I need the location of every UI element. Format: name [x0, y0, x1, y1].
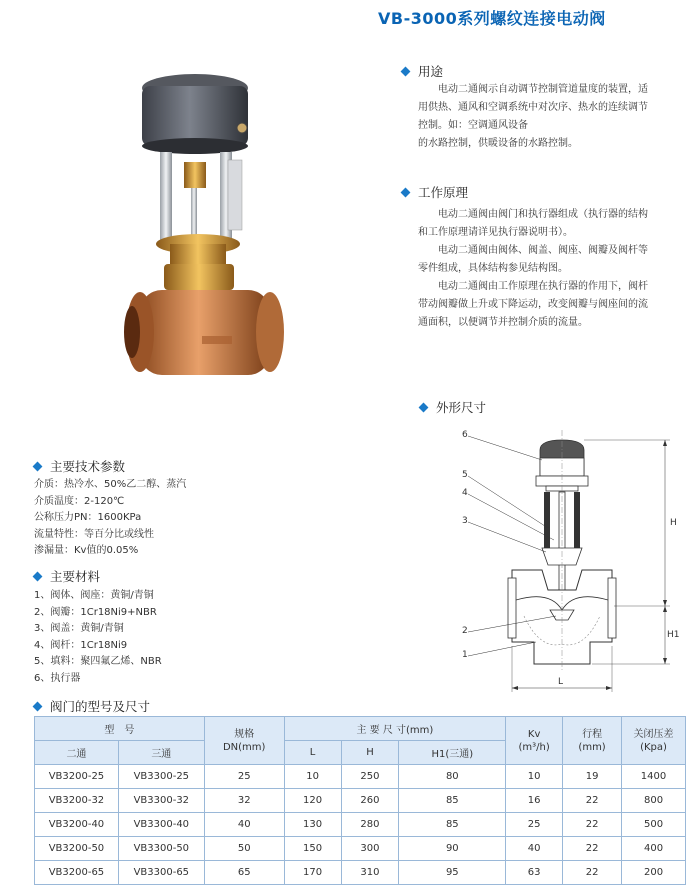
usage-line: 的水路控制，供暖设备的水路控制。: [418, 138, 578, 149]
tech-heading: [34, 457, 125, 475]
cell-l: 10: [284, 765, 341, 789]
diamond-bullet-icon: [33, 702, 43, 712]
cell-three-way: VB3300-32: [118, 789, 204, 813]
model-size-table: [34, 716, 686, 885]
usage-line: 用供热、通风和空调系统中对次序、热水的连续调节: [418, 102, 648, 113]
diamond-bullet-icon: [419, 403, 429, 413]
table-row: [35, 765, 686, 789]
cell-dn: 25: [204, 765, 284, 789]
materials-heading-text: 主要材料: [50, 569, 101, 584]
cell-h1: 90: [399, 837, 506, 861]
dim-h-label: H: [670, 518, 677, 528]
cell-stroke: 22: [563, 837, 622, 861]
principle-heading-text: 工作原理: [418, 185, 469, 200]
cell-h: 250: [341, 765, 399, 789]
cell-l: 120: [284, 789, 341, 813]
cell-h: 260: [341, 789, 399, 813]
materials-list: [34, 588, 314, 687]
materials-heading: [34, 567, 100, 585]
cell-h1: 80: [399, 765, 506, 789]
cell-two-way: VB3200-65: [35, 861, 119, 885]
cell-dn: 50: [204, 837, 284, 861]
table-header-row: [35, 717, 686, 741]
material-line: 3、阀盖：黄铜/青铜: [34, 623, 124, 634]
diamond-bullet-icon: [401, 188, 411, 198]
dimension-drawing: [430, 420, 685, 705]
header-model: 型 号: [35, 717, 205, 741]
usage-text: [418, 81, 688, 153]
diamond-bullet-icon: [33, 572, 43, 582]
part-label-4: 4: [462, 488, 468, 498]
tech-line: 渗漏量：Kv值的0.05%: [34, 545, 139, 556]
cell-two-way: VB3200-32: [35, 789, 119, 813]
principle-heading: [402, 183, 468, 201]
cell-h1: 85: [399, 789, 506, 813]
cell-kv: 25: [506, 813, 563, 837]
usage-heading-text: 用途: [418, 64, 444, 79]
part-label-1: 1: [462, 650, 468, 660]
cell-kv: 40: [506, 837, 563, 861]
header-two-way: 二通: [35, 741, 119, 765]
dimensions-heading: [420, 398, 486, 416]
header-kv: Kv (m³/h): [506, 717, 563, 765]
table-row: [35, 861, 686, 885]
cell-pressure: 500: [622, 813, 686, 837]
dim-l-label: L: [558, 677, 564, 687]
material-line: 2、阀瓣：1Cr18Ni9+NBR: [34, 606, 157, 618]
cell-three-way: VB3300-50: [118, 837, 204, 861]
principle-line: 零件组成，具体结构参见结构图。: [418, 263, 568, 274]
part-label-5: 5: [462, 470, 468, 480]
material-line: 1、阀体、阀座：黄铜/青铜: [34, 590, 154, 601]
part-label-2: 2: [462, 626, 468, 636]
header-dn: 规格 DN(mm): [204, 717, 284, 765]
principle-line: 通面积，以便调节并控制介质的流量。: [418, 317, 588, 328]
cell-stroke: 19: [563, 765, 622, 789]
cell-h: 300: [341, 837, 399, 861]
tech-list: [34, 477, 314, 560]
cell-h: 280: [341, 813, 399, 837]
cell-dn: 32: [204, 789, 284, 813]
usage-line: 控制。如：空调通风设备: [418, 120, 528, 131]
valve-photo: [120, 62, 295, 417]
table-heading: [34, 697, 150, 715]
principle-line: 电动二通阀由工作原理在执行器的作用下，阀杆: [438, 281, 648, 292]
tech-line: 介质：热冷水、50%乙二醇、蒸汽: [34, 479, 187, 490]
cell-two-way: VB3200-40: [35, 813, 119, 837]
cell-kv: 10: [506, 765, 563, 789]
cell-kv: 16: [506, 789, 563, 813]
cell-l: 130: [284, 813, 341, 837]
header-pressure: 关闭压差 (Kpa): [622, 717, 686, 765]
header-l: L: [284, 741, 341, 765]
part-label-6: 6: [462, 430, 468, 440]
material-line: 4、阀杆：1Cr18Ni9: [34, 639, 128, 651]
diamond-bullet-icon: [33, 462, 43, 472]
header-main-dims: 主 要 尺 寸(mm): [284, 717, 506, 741]
cell-pressure: 800: [622, 789, 686, 813]
cell-h1: 85: [399, 813, 506, 837]
header-h1: H1(三通): [399, 741, 506, 765]
header-h: H: [341, 741, 399, 765]
dimensions-heading-text: 外形尺寸: [436, 400, 487, 415]
principle-line: 电动二通阀由阀体、阀盖、阀座、阀瓣及阀杆等: [438, 245, 648, 256]
diamond-bullet-icon: [401, 67, 411, 77]
table-row: [35, 813, 686, 837]
tech-line: 公称压力PN：1600KPa: [34, 512, 142, 523]
cell-pressure: 400: [622, 837, 686, 861]
tech-line: 介质温度：2-120℃: [34, 495, 125, 507]
dim-h1-label: H1: [667, 630, 680, 640]
cell-three-way: VB3300-25: [118, 765, 204, 789]
usage-heading: [402, 62, 443, 80]
principle-line: 电动二通阀由阀门和执行器组成（执行器的结构: [438, 209, 648, 220]
principle-line: 带动阀瓣做上升或下降运动，改变阀瓣与阀座间的流: [418, 299, 648, 310]
cell-h: 310: [341, 861, 399, 885]
tech-heading-text: 主要技术参数: [50, 459, 126, 474]
header-stroke: 行程 (mm): [563, 717, 622, 765]
tech-line: 流量特性：等百分比或线性: [34, 528, 154, 540]
principle-text: [418, 206, 688, 332]
cell-kv: 63: [506, 861, 563, 885]
cell-h1: 95: [399, 861, 506, 885]
header-three-way: 三通: [118, 741, 204, 765]
table-heading-text: 阀门的型号及尺寸: [50, 699, 151, 714]
cell-two-way: VB3200-25: [35, 765, 119, 789]
cell-pressure: 200: [622, 861, 686, 885]
cell-l: 170: [284, 861, 341, 885]
cell-three-way: VB3300-65: [118, 861, 204, 885]
cell-stroke: 22: [563, 861, 622, 885]
material-line: 6、执行器: [34, 672, 81, 684]
part-label-3: 3: [462, 516, 468, 526]
cell-dn: 65: [204, 861, 284, 885]
cell-two-way: VB3200-50: [35, 837, 119, 861]
table-row: [35, 837, 686, 861]
cell-dn: 40: [204, 813, 284, 837]
principle-line: 和工作原理请详见执行器说明书）。: [418, 227, 573, 238]
cell-stroke: 22: [563, 789, 622, 813]
usage-line: 电动二通阀示自动调节控制管道量度的装置，适: [438, 84, 648, 95]
cell-pressure: 1400: [622, 765, 686, 789]
material-line: 5、填料：聚四氟乙烯、NBR: [34, 656, 162, 667]
page-title: VB-3000系列螺纹连接电动阀: [378, 9, 606, 28]
table-row: [35, 789, 686, 813]
cell-three-way: VB3300-40: [118, 813, 204, 837]
cell-l: 150: [284, 837, 341, 861]
cell-stroke: 22: [563, 813, 622, 837]
